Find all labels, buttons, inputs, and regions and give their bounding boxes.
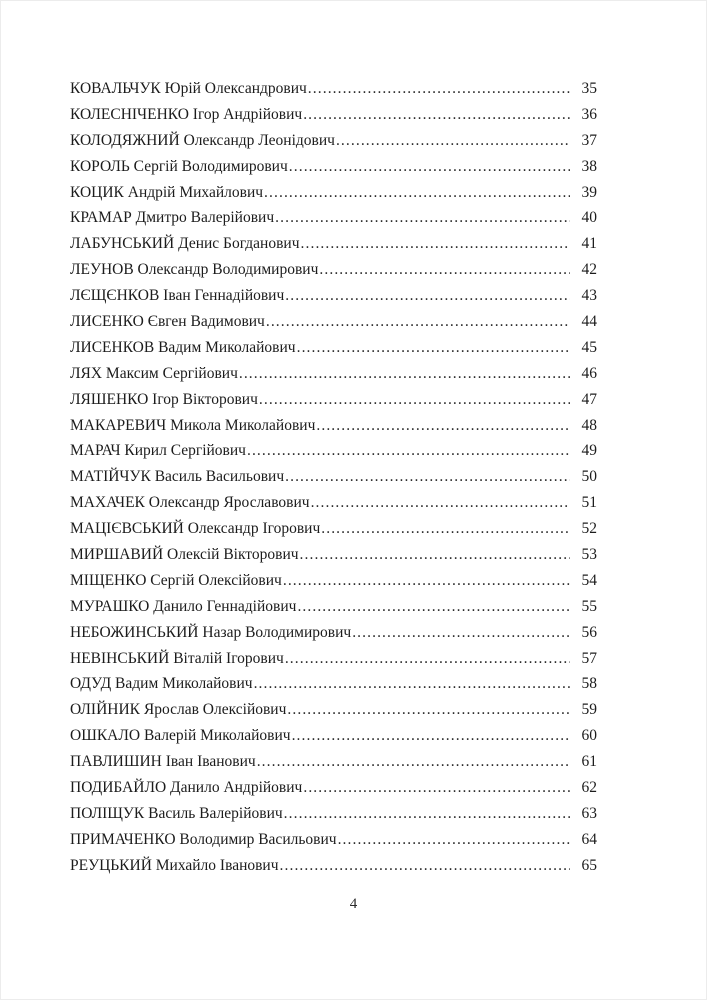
dot-leader bbox=[338, 831, 570, 849]
toc-entry-name: ПАВЛИШИН Іван Іванович bbox=[70, 753, 256, 771]
toc-entry-name: ЛЕУНОВ Олександр Володимирович bbox=[70, 261, 319, 279]
toc-entry bbox=[70, 391, 597, 417]
toc-entry-name: ОЛІЙНИК Ярослав Олексійович bbox=[70, 701, 287, 719]
toc-entry-page: 57 bbox=[581, 649, 597, 667]
toc-entry-page: 52 bbox=[581, 520, 597, 538]
page-number: 4 bbox=[349, 896, 358, 912]
dot-leader bbox=[285, 650, 570, 668]
toc-entry-name: ЛИСЕНКОВ Вадим Миколайович bbox=[70, 338, 296, 356]
toc-entry-name: НЕВІНСЬКИЙ Віталій Ігорович bbox=[70, 649, 284, 667]
dot-leader bbox=[297, 598, 570, 616]
toc-entry-page: 35 bbox=[581, 80, 597, 97]
toc-entry-page: 40 bbox=[581, 209, 597, 227]
toc-entry-page: 44 bbox=[581, 313, 597, 331]
toc-entry bbox=[70, 624, 597, 650]
toc-entry bbox=[70, 675, 597, 701]
toc-entry-page: 49 bbox=[581, 442, 597, 460]
toc-entry bbox=[70, 857, 597, 883]
toc-entry-name: МАТІЙЧУК Василь Васильович bbox=[70, 468, 285, 486]
toc-entry-page: 61 bbox=[581, 753, 597, 771]
toc-entry bbox=[70, 701, 597, 727]
dot-leader bbox=[311, 494, 570, 512]
toc-entry-name: ПРИМАЧЕНКО Володимир Васильович bbox=[70, 830, 337, 848]
toc-entry-name: МАКАРЕВИЧ Микола Миколайович bbox=[70, 416, 316, 434]
toc-entry-name: ЛАБУНСЬКИЙ Денис Богданович bbox=[70, 235, 300, 253]
dot-leader bbox=[319, 261, 570, 279]
toc-entry-page: 47 bbox=[581, 390, 597, 408]
dot-leader bbox=[292, 727, 570, 745]
toc-entry-page: 59 bbox=[581, 701, 597, 719]
toc-entry-name: МУРАШКО Данило Геннадійович bbox=[70, 597, 297, 615]
toc-entry bbox=[70, 546, 597, 572]
toc-entry-name: ОДУД Вадим Миколайович bbox=[70, 675, 253, 693]
dot-leader bbox=[257, 753, 570, 771]
toc-entry-page: 41 bbox=[581, 235, 597, 253]
toc-entry-name: ПОДИБАЙЛО Данило Андрійович bbox=[70, 779, 303, 797]
dot-leader bbox=[239, 365, 570, 383]
toc-entry bbox=[70, 313, 597, 339]
toc-entry-page: 50 bbox=[581, 468, 597, 486]
toc-entry-page: 55 bbox=[581, 597, 597, 615]
toc-entry-page: 46 bbox=[581, 364, 597, 382]
dot-leader bbox=[264, 184, 570, 202]
toc-entry bbox=[70, 727, 597, 753]
toc-entry bbox=[70, 442, 597, 468]
toc-entry-page: 54 bbox=[581, 571, 597, 589]
toc-entry-name: ЛЯХ Максим Сергійович bbox=[70, 364, 238, 382]
toc-entry-page: 36 bbox=[581, 105, 597, 123]
toc-entry-name: ЛИСЕНКО Євген Вадимович bbox=[70, 313, 265, 331]
toc-entry-page: 64 bbox=[581, 830, 597, 848]
toc-entry-name: КОВАЛЬЧУК Юрій Олександрович bbox=[70, 80, 307, 97]
toc-entry bbox=[70, 598, 597, 624]
toc-entry-page: 63 bbox=[581, 804, 597, 822]
toc-entry-page: 37 bbox=[581, 131, 597, 149]
toc-entry-name: НЕБОЖИНСЬКИЙ Назар Володимирович bbox=[70, 623, 352, 641]
dot-leader bbox=[352, 624, 570, 642]
dot-leader bbox=[316, 417, 570, 435]
toc-entry bbox=[70, 520, 597, 546]
toc-entry bbox=[70, 132, 597, 158]
toc-entry-name: МІЩЕНКО Сергій Олексійович bbox=[70, 571, 282, 589]
toc-entry-name: КРАМАР Дмитро Валерійович bbox=[70, 209, 275, 227]
dot-leader bbox=[301, 235, 570, 253]
toc-list bbox=[70, 80, 597, 883]
toc-entry-page: 62 bbox=[581, 779, 597, 797]
toc-entry-name: МИРШАВИЙ Олексій Вікторович bbox=[70, 546, 299, 564]
toc-entry-page: 38 bbox=[581, 157, 597, 175]
toc-entry-name: МАХАЧЕК Олександр Ярославович bbox=[70, 494, 310, 512]
toc-entry-name: РЕУЦЬКИЙ Михайло Іванович bbox=[70, 856, 279, 874]
dot-leader bbox=[247, 442, 570, 460]
toc-entry bbox=[70, 572, 597, 598]
dot-leader bbox=[285, 287, 570, 305]
toc-entry-page: 51 bbox=[581, 494, 597, 512]
toc-entry-name: КОЛЕСНІЧЕНКО Ігор Андрійович bbox=[70, 105, 303, 123]
dot-leader bbox=[303, 779, 570, 797]
toc-entry-name: КОРОЛЬ Сергій Володимирович bbox=[70, 157, 288, 175]
toc-entry-name: МАРАЧ Кирил Сергійович bbox=[70, 442, 246, 460]
toc-entry bbox=[70, 779, 597, 805]
toc-entry-page: 65 bbox=[581, 856, 597, 874]
toc-entry-name: МАЦІЄВСЬКИЙ Олександр Ігорович bbox=[70, 520, 321, 538]
toc-entry bbox=[70, 209, 597, 235]
toc-entry bbox=[70, 494, 597, 520]
toc-entry-page: 60 bbox=[581, 727, 597, 745]
dot-leader bbox=[259, 391, 570, 409]
dot-leader bbox=[303, 106, 570, 124]
toc-entry bbox=[70, 261, 597, 287]
toc-entry-name: ОШКАЛО Валерій Миколайович bbox=[70, 727, 291, 745]
toc-entry-name: КОЛОДЯЖНИЙ Олександр Леонідович bbox=[70, 131, 335, 149]
dot-leader bbox=[289, 158, 570, 176]
toc-entry-page: 43 bbox=[581, 287, 597, 305]
dot-leader bbox=[308, 80, 570, 98]
dot-leader bbox=[283, 572, 570, 590]
toc-entry bbox=[70, 753, 597, 779]
toc-entry bbox=[70, 468, 597, 494]
dot-leader bbox=[275, 209, 570, 227]
toc-entry bbox=[70, 287, 597, 313]
toc-entry bbox=[70, 235, 597, 261]
dot-leader bbox=[280, 857, 570, 875]
toc-entry bbox=[70, 80, 597, 106]
dot-leader bbox=[297, 339, 570, 357]
dot-leader bbox=[336, 132, 570, 150]
toc-entry-name: ПОЛІЩУК Василь Валерійович bbox=[70, 804, 283, 822]
toc-entry-name: ЛЄЩЄНКОВ Іван Геннадійович bbox=[70, 287, 285, 305]
toc-entry-page: 42 bbox=[581, 261, 597, 279]
dot-leader bbox=[266, 313, 570, 331]
dot-leader bbox=[284, 805, 570, 823]
dot-leader bbox=[321, 520, 570, 538]
toc-entry-page: 48 bbox=[581, 416, 597, 434]
toc-entry bbox=[70, 106, 597, 132]
toc-entry bbox=[70, 184, 597, 210]
toc-entry bbox=[70, 365, 597, 391]
toc-entry-page: 39 bbox=[581, 183, 597, 201]
toc-entry-page: 58 bbox=[581, 675, 597, 693]
toc-entry bbox=[70, 650, 597, 676]
dot-leader bbox=[300, 546, 570, 564]
toc-entry bbox=[70, 805, 597, 831]
toc-entry-page: 56 bbox=[581, 623, 597, 641]
toc-entry-page: 53 bbox=[581, 546, 597, 564]
toc-entry-page: 45 bbox=[581, 338, 597, 356]
toc-entry bbox=[70, 417, 597, 443]
dot-leader bbox=[254, 675, 570, 693]
toc-entry bbox=[70, 831, 597, 857]
dot-leader bbox=[285, 468, 570, 486]
toc-entry bbox=[70, 339, 597, 365]
toc-entry bbox=[70, 158, 597, 184]
dot-leader bbox=[287, 701, 570, 719]
toc-entry-name: ЛЯШЕНКО Ігор Вікторович bbox=[70, 390, 258, 408]
toc-entry-name: КОЦИК Андрій Михайлович bbox=[70, 183, 264, 201]
